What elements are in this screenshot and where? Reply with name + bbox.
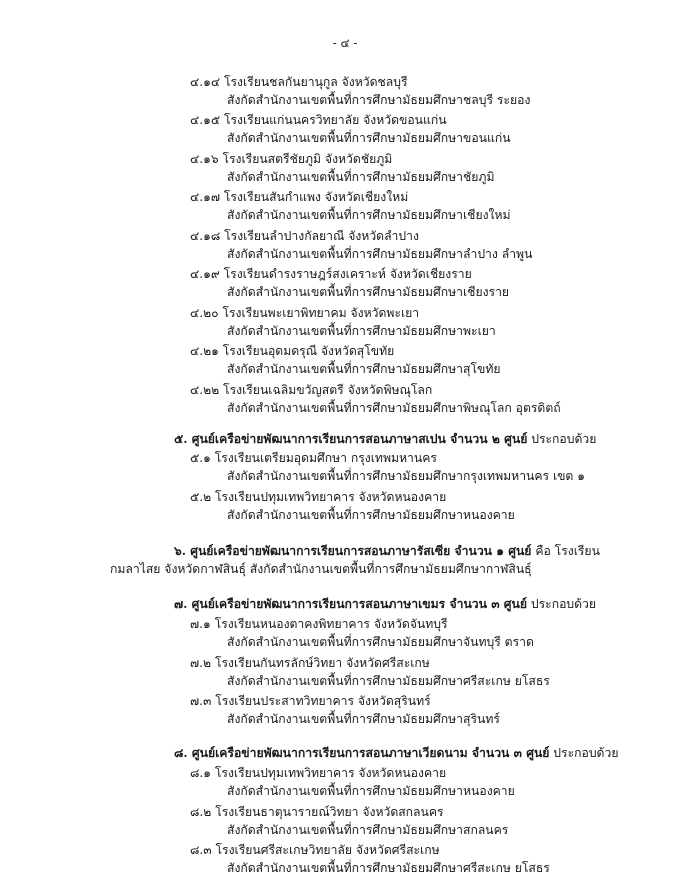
school-name: โรงเรียนศรีสะเกษวิทยาลัย จังหวัดศรีสะเกษ <box>215 843 440 857</box>
list-item-num: ๔.๑๗ โรงเรียนสันกำแพง จังหวัดเชียงใหม่ <box>190 190 409 204</box>
school-office: สังกัดสำนักงานเขตพื้นที่การศึกษามัธยมศึกษากรุงเทพมหานคร เขต ๑ <box>227 469 585 483</box>
list-item-num: ๔.๒๐ โรงเรียนพะเยาพิทยาคม จังหวัดพะเยา <box>190 306 420 320</box>
school-name: โรงเรียนพะเยาพิทยาคม จังหวัดพะเยา <box>222 306 420 320</box>
section-heading: ๖. ศูนย์เครือข่ายพัฒนาการเรียนการสอนภาษารัสเซีย จำนวน ๑ ศูนย์ คือ โรงเรียน <box>174 544 600 558</box>
school-name: โรงเรียนประสาทวิทยาคาร จังหวัดสุรินทร์ <box>215 694 431 708</box>
school-office: สังกัดสำนักงานเขตพื้นที่การศึกษามัธยมศึกษาจันทบุรี ตราด <box>227 635 534 649</box>
list-item-num: ๔.๑๖ โรงเรียนสตรีชัยภูมิ จังหวัดชัยภูมิ <box>190 152 393 166</box>
list-item-num: ๕.๒ โรงเรียนปทุมเทพวิทยาคาร จังหวัดหนองคาย <box>190 490 447 504</box>
list-item-num: ๗.๑ โรงเรียนหนองตาคงพิทยาคาร จังหวัดจันทบุรี <box>190 617 448 631</box>
list-item-num: ๔.๑๔ โรงเรียนชลกันยานุกูล จังหวัดชลบุรี <box>190 75 408 89</box>
school-name: โรงเรียนเตรียมอุดมศึกษา กรุงเทพมหานคร <box>214 451 437 465</box>
school-name: โรงเรียนปทุมเทพวิทยาคาร จังหวัดหนองคาย <box>215 490 447 504</box>
list-item-num: ๘.๑ โรงเรียนปทุมเทพวิทยาคาร จังหวัดหนองคาย <box>190 766 447 780</box>
school-name: โรงเรียนชลกันยานุกูล จังหวัดชลบุรี <box>223 75 408 89</box>
section-heading: ๘. ศูนย์เครือข่ายพัฒนาการเรียนการสอนภาษาเวียดนาม จำนวน ๓ ศูนย์ ประกอบด้วย <box>174 746 619 760</box>
section-continuation: กมลาไสย จังหวัดกาฬสินธุ์ สังกัดสำนักงานเขตพื้นที่การศึกษามัธยมศึกษากาฬสินธุ์ <box>110 562 532 576</box>
list-item-num: ๘.๒ โรงเรียนธาตุนารายณ์วิทยา จังหวัดสกลนคร <box>190 805 444 819</box>
school-office: สังกัดสำนักงานเขตพื้นที่การศึกษามัธยมศึกษาสุโขทัย <box>227 362 501 376</box>
list-item-num: ๗.๒ โรงเรียนกันทรลักษ์วิทยา จังหวัดศรีสะเกษ <box>190 656 430 670</box>
school-office: สังกัดสำนักงานเขตพื้นที่การศึกษามัธยมศึกษาศรีสะเกษ ยโสธร <box>227 674 550 688</box>
school-name: โรงเรียนเฉลิมขวัญสตรี จังหวัดพิษณุโลก <box>223 383 433 397</box>
school-office: สังกัดสำนักงานเขตพื้นที่การศึกษามัธยมศึกษาขอนแก่น <box>227 131 511 145</box>
list-item-num: ๔.๑๙ โรงเรียนดำรงราษฎร์สงเคราะห์ จังหวัดเชียงราย <box>190 267 472 281</box>
list-item-num: ๕.๑ โรงเรียนเตรียมอุดมศึกษา กรุงเทพมหานคร <box>190 451 437 465</box>
school-name: โรงเรียนดำรงราษฎร์สงเคราะห์ จังหวัดเชียงราย <box>223 267 472 281</box>
section-heading: ๗. ศูนย์เครือข่ายพัฒนาการเรียนการสอนภาษาเขมร จำนวน ๓ ศูนย์ ประกอบด้วย <box>174 597 597 611</box>
school-name: โรงเรียนหนองตาคงพิทยาคาร จังหวัดจันทบุรี <box>214 617 448 631</box>
school-office: สังกัดสำนักงานเขตพื้นที่การศึกษามัธยมศึกษาหนองคาย <box>227 784 515 798</box>
school-name: โรงเรียนแก่นนครวิทยาลัย จังหวัดขอนแก่น <box>223 113 447 127</box>
school-office: สังกัดสำนักงานเขตพื้นที่การศึกษามัธยมศึกษาลำปาง ลำพูน <box>227 247 533 261</box>
school-office: สังกัดสำนักงานเขตพื้นที่การศึกษามัธยมศึกษาชัยภูมิ <box>227 170 495 184</box>
school-office: สังกัดสำนักงานเขตพื้นที่การศึกษามัธยมศึกษาสกลนคร <box>227 823 509 837</box>
school-office: สังกัดสำนักงานเขตพื้นที่การศึกษามัธยมศึกษาศรีสะเกษ ยโสธร <box>227 861 550 875</box>
school-name: โรงเรียนลำปางกัลยาณี จังหวัดลำปาง <box>224 229 419 243</box>
school-name: โรงเรียนกันทรลักษ์วิทยา จังหวัดศรีสะเกษ <box>214 656 430 670</box>
page-number: - ๔ - <box>332 36 358 50</box>
section-heading: ๕. ศูนย์เครือข่ายพัฒนาการเรียนการสอนภาษาสเปน จำนวน ๒ ศูนย์ ประกอบด้วย <box>174 432 597 446</box>
school-office: สังกัดสำนักงานเขตพื้นที่การศึกษามัธยมศึกษาสุรินทร์ <box>227 712 500 726</box>
school-name: โรงเรียนธาตุนารายณ์วิทยา จังหวัดสกลนคร <box>215 805 444 819</box>
school-name: โรงเรียนสตรีชัยภูมิ จังหวัดชัยภูมิ <box>222 152 393 166</box>
list-item-num: ๔.๑๕ โรงเรียนแก่นนครวิทยาลัย จังหวัดขอนแก่น <box>190 113 447 127</box>
list-item-num: ๔.๒๑ โรงเรียนอุดมดรุณี จังหวัดสุโขทัย <box>190 344 395 358</box>
school-office: สังกัดสำนักงานเขตพื้นที่การศึกษามัธยมศึกษาหนองคาย <box>227 508 515 522</box>
list-item-num: ๔.๒๒ โรงเรียนเฉลิมขวัญสตรี จังหวัดพิษณุโลก <box>190 383 433 397</box>
school-office: สังกัดสำนักงานเขตพื้นที่การศึกษามัธยมศึกษาพิษณุโลก อุตรดิตถ์ <box>227 401 561 415</box>
list-item-num: ๗.๓ โรงเรียนประสาทวิทยาคาร จังหวัดสุรินทร์ <box>190 694 431 708</box>
list-item-num: ๔.๑๘ โรงเรียนลำปางกัลยาณี จังหวัดลำปาง <box>190 229 419 243</box>
school-name: โรงเรียนปทุมเทพวิทยาคาร จังหวัดหนองคาย <box>214 766 447 780</box>
list-item-num: ๘.๓ โรงเรียนศรีสะเกษวิทยาลัย จังหวัดศรีสะเกษ <box>190 843 440 857</box>
school-office: สังกัดสำนักงานเขตพื้นที่การศึกษามัธยมศึกษาเชียงใหม่ <box>227 208 511 222</box>
school-office: สังกัดสำนักงานเขตพื้นที่การศึกษามัธยมศึกษาชลบุรี ระยอง <box>227 93 531 107</box>
school-name: โรงเรียนอุดมดรุณี จังหวัดสุโขทัย <box>222 344 395 358</box>
school-name: โรงเรียนสันกำแพง จังหวัดเชียงใหม่ <box>223 190 409 204</box>
school-office: สังกัดสำนักงานเขตพื้นที่การศึกษามัธยมศึกษาพะเยา <box>227 324 496 338</box>
school-office: สังกัดสำนักงานเขตพื้นที่การศึกษามัธยมศึกษาเชียงราย <box>227 285 510 299</box>
